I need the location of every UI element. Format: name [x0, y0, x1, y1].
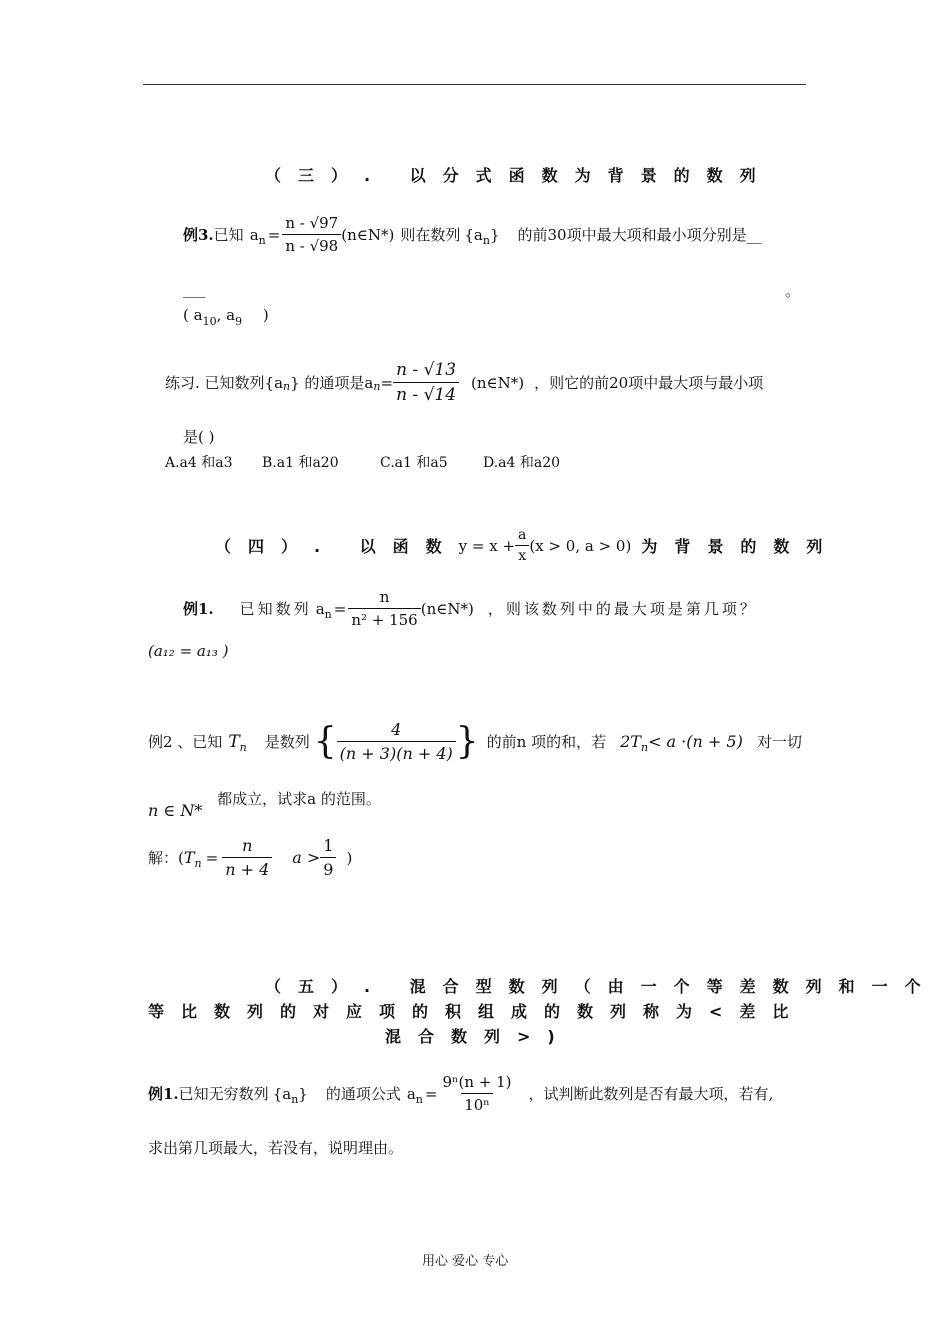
practice-tail: 是( ) [183, 428, 215, 446]
section-4-solution: 解：( T n = $\frac{n}{n + 4}$ a > $\frac{1}{9}$ ) [148, 836, 353, 879]
practice: 练习. 已知数列{a n } 的通项是a n = $\frac{n - √13}{n - √14}$ (n∈N*) ，则它的前20项中最大项与最小项 [165, 360, 764, 405]
section-5-heading-line-1: （五）. 混合型数列（由一个等差数列和一个 [265, 977, 938, 996]
section-5-example-1-line-2: 求出第几项最大，若没有，说明理由。 [148, 1139, 404, 1157]
section-4-example-2-line-2: n ∈ N* 都成立，试求a 的范围。 [148, 790, 381, 820]
section-4-heading: （四）. 以函数 y = x + $\frac{a}{x}$ (x > 0, a > 0) 为背景的数列 [215, 527, 840, 564]
ex3-fraction: $\frac{n - √97}{n - √98}$ [282, 214, 341, 255]
header-rule [143, 84, 806, 85]
ex3-blank: ___ [183, 280, 206, 298]
option-a: A.a4 和a3 [165, 455, 233, 471]
section-5-heading-line-3: 混合数列>) [385, 1027, 572, 1046]
footer: 用心 爱心 专心 [422, 1254, 509, 1269]
section-4-ex1-answer: (a₁₂ = a₁₃ ) [148, 642, 229, 660]
left-brace: { [313, 721, 337, 762]
section-5-heading-line-2: 等比数列的对应项的积组成的数列称为<差比 [148, 1002, 806, 1021]
example-3: 例3. 已知 a n = $\frac{n - √97}{n - √98}$ (n∈N*) 则在数列 {a n } 的前30项中最大项和最小项分别是__ [183, 214, 762, 255]
ex3-period: 。 [785, 282, 801, 300]
option-b: B.a1 和a20 [262, 455, 339, 471]
section-5-example-1: 例1. 已知无穷数列 {a n } 的通项公式 a n = $\frac{\text{9ⁿ(n + 1)}}{\text{10ⁿ}}$ ，试判断此数列是否有最大项，若有, [148, 1073, 774, 1114]
section-4-example-1: 例1. 已知数列 a n = $\frac{n}{\text{n² + 156}}$ (n∈N*) ，则该数列中的最大项是第几项？ [183, 588, 758, 629]
right-brace: } [455, 721, 479, 762]
section-3-heading: （三）. 以分式函数为背景的数列 [265, 166, 773, 185]
practice-fraction: $\frac{n - √13}{n - √14}$ [393, 360, 459, 405]
option-c: C.a1 和a5 [380, 455, 448, 471]
option-d: D.a4 和a20 [483, 455, 561, 471]
ex3-answer: ( $a_{10}$, $a_9$ ) [183, 306, 269, 328]
section-4-example-2: 例2 、已知 T n 是数列 { $\frac{4}{(n + 3)(n + 4)}$ } 的前n 项的和，若 2T n < a ·(n + 5) 对一切 [148, 720, 802, 763]
